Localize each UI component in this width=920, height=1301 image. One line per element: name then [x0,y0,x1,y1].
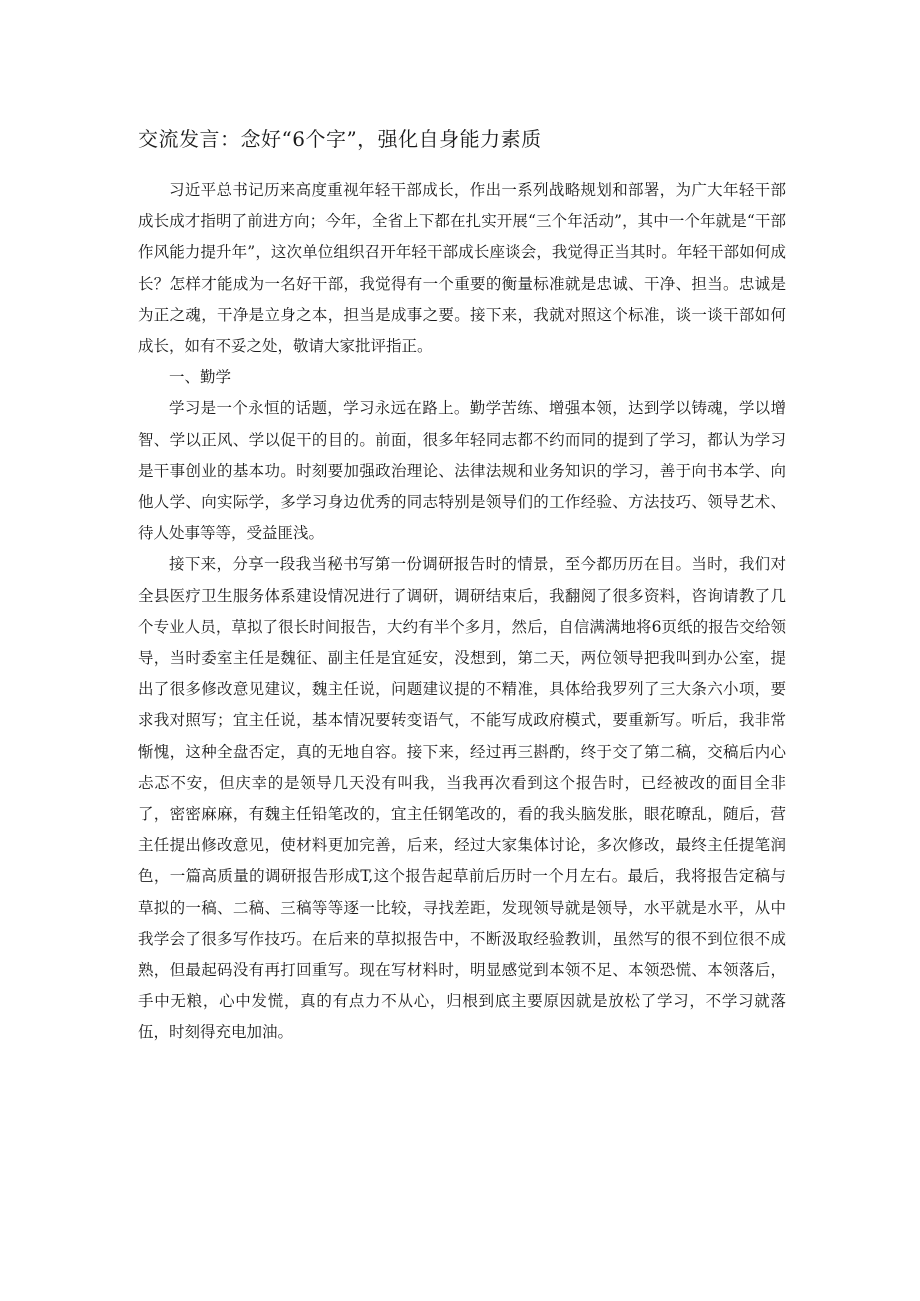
section-heading-qinxue: 一、勤学 [169,368,232,387]
paragraph-intro: 习近平总书记历来高度重视年轻干部成长，作出一系列战略规划和部署，为广大年轻干部成长成才指明了前进方向；今年，全省上下都在扎实开展“三个年活动”，其中一个年就是“干部作风能力提升年”，这次单位组织召开年轻干部成长座谈会，我觉得正当其时。年轻干部如何成长？怎样才能成为一名好干部，我觉得有一个重要的衡量标准就是忠诚、干净、担当。忠诚是为正之魂，干净是立身之本，担当是成事之要。接下来，我就对照这个标准，谈一谈干部如何成长，如有不妥之处，敬请大家批评指正。 [138,181,786,356]
document-body [138,175,786,1049]
paragraph-research-report-story: 接下来，分享一段我当秘书写第一份调研报告时的情景，至今都历历在目。当时，我们对全县医疗卫生服务体系建设情况进行了调研，调研结束后，我翻阅了很多资料，咨询请教了几个专业人员，草拟了很长时间报告，大约有半个多月，然后，自信满满地将6页纸的报告交给领导，当时委室主任是魏征、副主任是宜延安，没想到，第二天，两位领导把我叫到办公室，提出了很多修改意见建议，魏主任说，问题建议提的不精准，具体给我罗列了三大条六小项，要求我对照写；宜主任说，基本情况要转变语气，不能写成政府模式，要重新写。听后，我非常惭愧，这种全盘否定，真的无地自容。接下来，经过再三斟酌，终于交了第二稿，交稿后内心忐忑不安，但庆幸的是领导几天没有叫我，当我再次看到这个报告时，已经被改的面目全非了，密密麻麻，有魏主任铅笔改的，宜主任钢笔改的，看的我头脑发胀，眼花暸乱，随后，营主任提出修改意见，使材料更加完善，后来，经过大家集体讨论，多次修改，最终主任提笔润色，一篇高质量的调研报告形成T,这个报告起草前后历时一个月左右。最后，我将报告定稿与草拟的一稿、二稿、三稿等等逐一比较，寻找差距，发现领导就是领导，水平就是水平，从中我学会了很多写作技巧。在后来的草拟报告中，不断汲取经验教训，虽然写的很不到位很不成熟，但最起码没有再打回重写。现在写材料时，明显感觉到本领不足、本领恐慌、本领落后，手中无粮，心中发慌，真的有点力不从心，归根到底主要原因就是放松了学习，不学习就落伍，时刻得充电加油。 [138,555,786,1042]
paragraph-learning: 学习是一个永恒的话题，学习永远在路上。勤学苦练、增强本领，达到学以铸魂，学以增智、学以正风、学以促干的目的。前面，很多年轻同志都不约而同的提到了学习，都认为学习是干事创业的基本功。时刻要加强政治理论、法律法规和业务知识的学习，善于向书本学、向他人学、向实际学，多学习身边优秀的同志特别是领导们的工作经验、方法技巧、领导艺术、待人处事等等，受益匪浅。 [138,399,786,543]
document-title: 交流发言：念好“6个字”，强化自身能力素质 [138,127,542,151]
